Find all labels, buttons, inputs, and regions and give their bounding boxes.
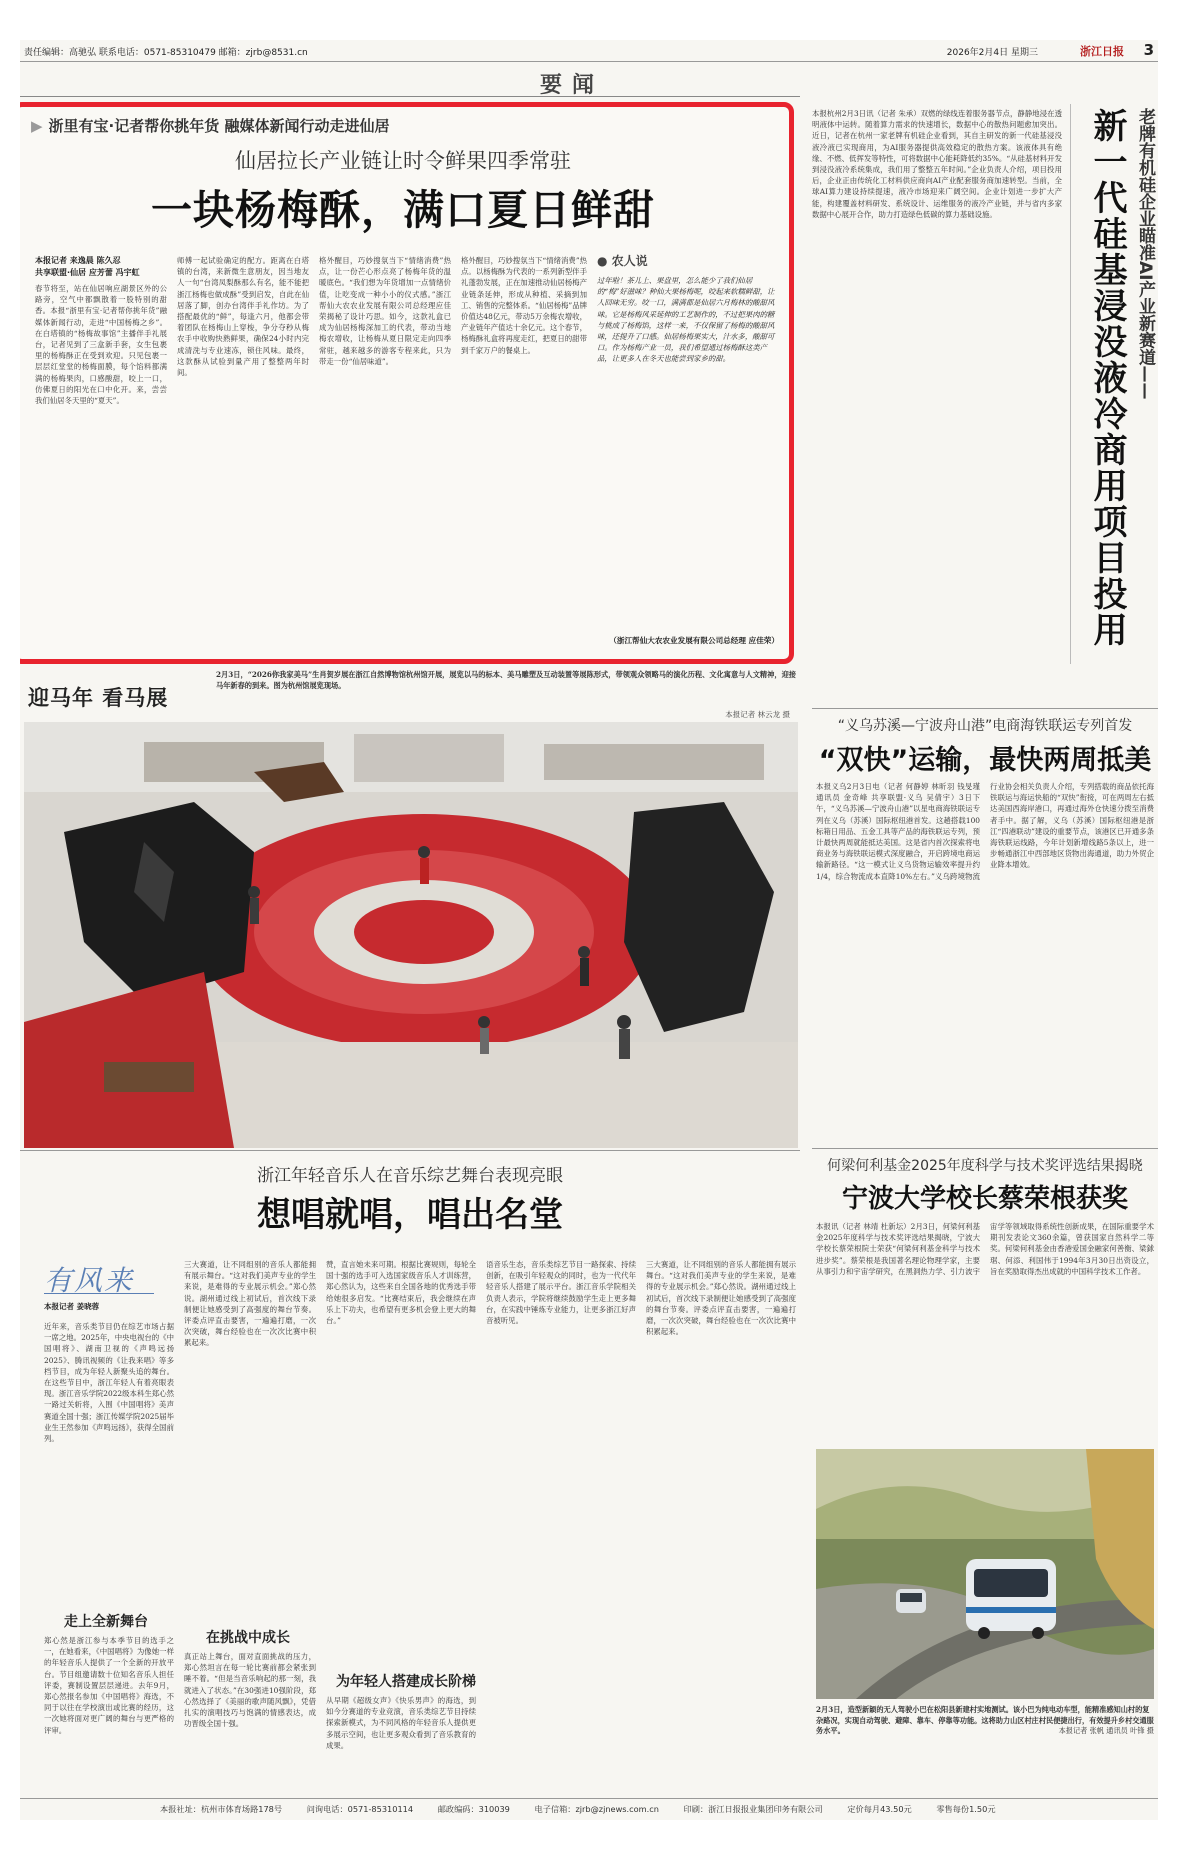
- highlighted-main-story[interactable]: [20, 102, 794, 664]
- music-column-1: 近年来，音乐类节目仍在综艺市场占据一席之地。2025年，中央电视台的《中国唱将》、湖南卫视的《声鸣远扬2025》、腾讯视频的《让我来唱》等多档节目，成为年轻人新聚头追的舞台。在这些节目中，浙江年轻人有着亮眼表现。浙江音乐学院2022级本科生郑心然一路过关斩将，入围《中国唱将》美声赛道全国十强；浙江传媒学院2025届毕业生王然参加《声鸣远扬》，获得全国前列。: [44, 1322, 174, 1444]
- editor-info: 责任编辑：高驰弘 联系电话：0571-85310479 邮箱：zjrb@8531.cn: [24, 48, 308, 58]
- paper-logo: 浙江日报: [1080, 45, 1124, 58]
- photo-feature-title: 迎马年 看马展: [28, 686, 169, 710]
- music-story-subtitle: 浙江年轻音乐人在音乐综艺舞台表现亮眼: [257, 1166, 563, 1186]
- exhibition-photo-illustration: [24, 722, 798, 1148]
- kicker-text: 浙里有宝·记者帮你挑年货 融媒体新闻行动走进仙居: [48, 117, 390, 135]
- sidebar-heading-text: 农人说: [611, 254, 648, 268]
- music-column-5: 三大赛道，让不同组别的音乐人都能拥有展示舞台。“这对我们美声专业的学生来说，是难得的专业展示机会。”郑心然说。湖州通过线上初试后，首次线下录制便让她感受到了高强度的舞台节奏。评委点评直击要害，一遍遍打磨，一次次突破，舞台经验也在一次次比赛中积累起来。: [646, 1260, 796, 1337]
- story-column-1: 春节将至，站在仙居响应湖景区外的公路旁，空气中都飘散着一股特别的甜香。本报“浙里有宝·记者帮你挑年货”融媒体新闻行动，走进“中国杨梅之乡”。在白塔镇的“杨梅故事馆”主播伴手礼展台，记者见到了三盒新手套，女生包裹里的杨梅酥正在受到欢迎。只见包裹一层层红堂堂的杨梅面膜，每个馅料都满满的杨梅果肉，口感酸甜，咬上一口，仿佛夏日的阳光在口中化开。来，尝尝我们仙居冬天里的“夏天”。: [35, 284, 167, 406]
- music-column-3: 赞，直言她未来可期。根据比赛规则，每轮全国十强的选手可入选国家级音乐人才训练营，郑心然认为，这些来自全国各地的优秀选手带给她很多启发。“比赛结束后，我会继续在声乐上下功夫，也希望有更多机会登上更大的舞台。”: [326, 1260, 476, 1326]
- page-number: 3: [1143, 41, 1154, 59]
- page-footer: [20, 1798, 1158, 1818]
- footer-monthly-price: 定价每月43.50元: [847, 1804, 912, 1814]
- rail-story-headline: “双快”运输，最快两周抵美: [818, 745, 1152, 776]
- photo-caption-band: [20, 666, 800, 720]
- story-kicker: ▶ 浙里有宝·记者帮你挑年货 融媒体新闻行动走进仙居: [31, 117, 390, 135]
- photo-caption: 2月3日，“2026你我家美马”生肖贺岁展在浙江自然博物馆杭州馆开展，展览以马的标本、美马雕塑及互动装置等展陈形式，带领观众领略马的演化历程、文化寓意与人文精神，迎接马年新春的到来。图为杭州馆展览现场。: [216, 670, 796, 690]
- horse-exhibition-photo[interactable]: [24, 722, 798, 1148]
- column-name: 有风来: [44, 1264, 135, 1297]
- driverless-bus-photo[interactable]: [816, 1449, 1154, 1699]
- award-story-body: 本报讯（记者 林靖 杜新坛）2月3日，何梁何利基金2025年度科学与技术奖评选结果揭晓，宁波大学校长蔡荣根院士荣获“何梁何利基金科学与技术进步奖”。蔡荣根是我国著名理论物理学家，主要从事引力和宇宙学研究，在黑洞热力学、引力波宇宙学等领域取得系统性创新成果，在国际重要学术期刊发表论文360余篇，曾获国家自然科学二等奖。何梁何利基金由香港爱国金融家何善衡、梁銶琚、何添、利国伟于1994年3月30日出资设立，旨在奖励取得杰出成就的中国科学技术工作者。: [816, 1222, 1154, 1276]
- story-column-3: 格外醒目，巧妙搜氛当下“情绪消费”热点，让一份芒心形点亮了杨梅年货的温暖底色。“我们想为年货增加一点情绪价值，让吃变成一种小小的仪式感。”浙江帮仙大农农业发展有限公司总经理应佳荣揭秘了设计巧思。如今，这款礼盒已成为仙居杨梅深加工的代表，带动当地梅农增收，让杨梅从夏日限定走向四季常驻，越来越多的游客专程来此，只为带走一份“仙居味道”。: [319, 256, 451, 366]
- music-story-headline: 想唱就唱，唱出名堂: [257, 1195, 563, 1235]
- sidebar-body: 过年啦！茶儿上、果盘里，怎么能少了我们仙居的“梅”好滋味？种仙大果杨梅呢，咬起来软糯鲜甜，让人回味无穷。咬一口，满满都是仙居六月梅林的酸甜风味。它是杨梅风采延伸的工艺制作的，不过把果肉的糖与桃成了杨梅馅，这样一来，不仅保留了杨梅的酸甜风味，还提升了口感。仙居杨梅果实大，汁水多，酸甜可口。作为杨梅产业一员，我们希望通过杨梅酥这类产品，让更多人在冬天也能尝到家乡的甜。: [597, 276, 775, 364]
- bus-photo-illustration: [816, 1449, 1154, 1699]
- award-story-headline: 宁波大学校长蔡荣根获奖: [841, 1184, 1128, 1214]
- music-column-4: 语音乐生态，音乐类综艺节目一路探索、持续创新，在吸引年轻观众的同时，也为一代代年轻音乐人搭建了展示平台。浙江音乐学院相关负责人表示，学院将继续鼓励学生走上更多舞台，在实践中锤炼专业能力，让更多浙江好声音被听见。: [486, 1260, 636, 1326]
- ai-cooling-story-body: 本报杭州2月3日讯（记者 朱承）双燃的绿线连着服务器节点，静静地浸在透明液体中运转。随着算力需求的快速增长，数据中心的散热问题愈加突出。近日，记者在杭州一家老牌有机硅企业看到，其自主研发的新一代硅基浸没液冷液已实现商用，为AI服务器提供高效稳定的散热方案。该液体具有绝缘、不燃、低挥发等特性，可将数据中心能耗降低约35%。“从硅基材料开发到浸没液冷系统集成，我们用了整整五年时间。”企业负责人介绍，项目投用后，企业正由传统化工材料供应商向AI产业配套服务商加速转型。当前，全球AI算力建设持续提速，液冷市场迎来广阔空间。企业计划进一步扩大产能，构建覆盖材料研发、系统设计、运维服务的液冷产业链，并与省内多家数据中心展开合作，助力打造绿色低碳的算力基础设施。: [812, 109, 1062, 219]
- footer-copy-price: 零售每份1.50元: [936, 1804, 996, 1814]
- music-byline: 本报记者 姜晓蓉: [44, 1302, 100, 1311]
- byline-partners: 共享联盟·仙居 应芳蕾 冯宇虹: [35, 268, 140, 277]
- issue-date: 2026年2月4日 星期三: [946, 48, 1038, 58]
- story-headline: 一块杨梅酥，满口夏日鲜甜: [151, 186, 655, 234]
- music-column-2: 三大赛道，让不同组别的音乐人都能拥有展示舞台。“这对我们美声专业的学生来说，是难得的专业展示机会。”郑心然说。湖州通过线上初试后，首次线下录制便让她感受到了高强度的舞台节奏。评委点评直击要害，一遍遍打磨，一次次突破，舞台经验也在一次次比赛中积累起来。: [184, 1260, 316, 1348]
- footer-postcode: 邮政编码：310039: [437, 1804, 510, 1814]
- subhead-new-stage: 走上全新舞台: [64, 1614, 148, 1630]
- rail-sea-transport-story[interactable]: [812, 708, 1158, 1142]
- story-column-4: 格外醒目，巧妙搜氛当下“情绪消费”热点。以杨梅酥为代表的一系列新型伴手礼蓬勃发展，正在加速推动仙居杨梅产业链条延伸，形成从种植、采摘到加工、销售的完整体系。“仙居杨梅”品牌价值达48亿元，带动5万余梅农增收，产业链年产值达十余亿元。这个春节，杨梅酥礼盒将再度走红，把夏日的甜带到千家万户的餐桌上。: [461, 256, 587, 355]
- photo-credit: 本报记者 林云龙 摄: [725, 710, 790, 719]
- music-column-1b: 郑心然是浙江参与本季节目的选手之一，在她看来，《中国唱将》为像她一样的年轻音乐人提供了一个全新的开放平台。节目组邀请数十位知名音乐人担任评委，赛制设置层层递进。去年9月，郑心然报名参加《中国唱将》海选，不同于以往在学校演出或比赛的经历，这一次她将面对更广阔的舞台与更严格的评审。: [44, 1636, 174, 1735]
- subhead-ladder: 为年轻人搭建成长阶梯: [336, 1674, 476, 1690]
- subhead-growth: 在挑战中成长: [206, 1630, 290, 1646]
- bus-photo-caption: [816, 1705, 1154, 1737]
- footer-printer: 印刷：浙江日报报业集团印务有限公司: [683, 1804, 823, 1814]
- section-title: 要闻: [540, 72, 605, 98]
- story-subtitle: 仙居拉长产业链让时令鲜果四季常驻: [235, 149, 571, 173]
- story-byline: [35, 255, 140, 279]
- newspaper-page: [20, 40, 1158, 1820]
- divider: [20, 96, 800, 97]
- ai-cooling-subtitle: 老牌有机硅企业瞄准AI产业新赛道——: [1135, 108, 1155, 400]
- sidebar-signature: （浙江帮仙大农农业发展有限公司总经理 应佳荣）: [609, 636, 779, 645]
- music-column-3b: 从早期《超级女声》《快乐男声》的海选，到如今分赛道的专业竞演，音乐类综艺节目持续探索新模式，为不同风格的年轻音乐人提供更多展示空间，也让更多观众看到了音乐教育的成果。: [326, 1696, 476, 1750]
- music-column-2b: 真正站上舞台，面对直面挑战的压力，郑心然坦言在每一轮比赛前都会紧张到睡不着。“但是当音乐响起的那一刻，我就进入了状态。”在30强进10强阶段，郑心然选择了《美丽的歌声随风飘》，凭借扎实的演唱技巧与饱满的情感表达，成功晋级全国十强。: [184, 1652, 316, 1729]
- ai-cooling-headline: 新一代硅基浸没液冷商用项目投用: [1087, 108, 1127, 648]
- footer-email: 电子信箱：zjrb@zjnews.com.cn: [534, 1804, 659, 1814]
- award-story-subtitle: 何梁何利基金2025年度科学与技术奖评选结果揭晓: [827, 1158, 1143, 1174]
- sidebar-heading: ● 农人说: [597, 254, 648, 268]
- footer-phone: 问询电话：0571-85310114: [306, 1804, 414, 1814]
- rail-story-subtitle: “义乌苏溪—宁波舟山港”电商海铁联运专列首发: [837, 718, 1133, 734]
- ai-cooling-headline-block[interactable]: [1070, 104, 1156, 664]
- column-name-underline: [44, 1293, 154, 1294]
- farmer-says-sidebar: [597, 252, 779, 646]
- footer-address: 本报社址：杭州市体育场路178号: [160, 1804, 283, 1814]
- bus-caption-text: 2月3日，造型新颖的无人驾驶小巴在松阳县新建村实地测试。该小巴为纯电动车型，能精准感知山村的复杂路况，实现自动驾驶、避障、靠车、停靠等功能。这将助力山区村庄村民便捷出行，有效提升乡村交通服务水平。: [816, 1705, 1154, 1735]
- bus-photo-credit: 本报记者 张帆 通讯员 叶锋 摄: [1058, 1726, 1154, 1735]
- music-story[interactable]: [20, 1150, 800, 1796]
- story-column-2: 师傅一起试验确定的配方。距离在白塔镇的台湾，来新微生意朋友，因当地友人一句“台湾凤梨酥那么有名，能不能把浙江杨梅也做成酥”受到启发，自此在仙居落了脚，创办台湾伴手礼作坊。为了搭配最优的“鲜”，每逢六月，他都会带着团队在杨梅山上穿梭，争分夺秒从梅农手中收购快熟鲜果，确保24小时内完成清洗与专业速冻，锁住风味。最终，这款酥从试验到量产用了整整两年时间。: [177, 256, 309, 378]
- masthead: [20, 40, 1158, 62]
- award-story[interactable]: [812, 1148, 1158, 1796]
- rail-story-body: 本报义乌2月3日电（记者 何静婷 林昕羽 钱旻瑾 通讯员 金奇峰 共享联盟·义乌 吴倩宇）3日下午，“义乌苏溪—宁波舟山港”以星电商海铁联运专列在义乌（苏溪）国际枢纽港首发。这趟搭载100标箱日用品、五金工具等产品的海铁联运专列，预计最快两周就能抵达美国。这是省内首次探索将电商业务与海铁联运模式深度融合，开启跨境电商运输新路径。“这一模式让义乌货物运输效率提升约1/4，综合物流成本直降10%左右。”义乌跨境物流行业协会相关负责人介绍，专列搭载的商品依托海铁联运与海运快船的“双快”衔接，可在两周左右抵达美国西海岸港口，再通过海外仓快速分拨至消费者手中。据了解，义乌（苏溪）国际枢纽港是浙江“四港联动”建设的重要节点，该港区已开通多条海铁联运线路，今年计划新增线路5条以上，进一步畅通浙江中西部地区货物出海通道，助力外贸企业降本增效。: [816, 782, 1154, 881]
- byline-reporters: 本报记者 来逸晨 陈久忍: [35, 256, 121, 265]
